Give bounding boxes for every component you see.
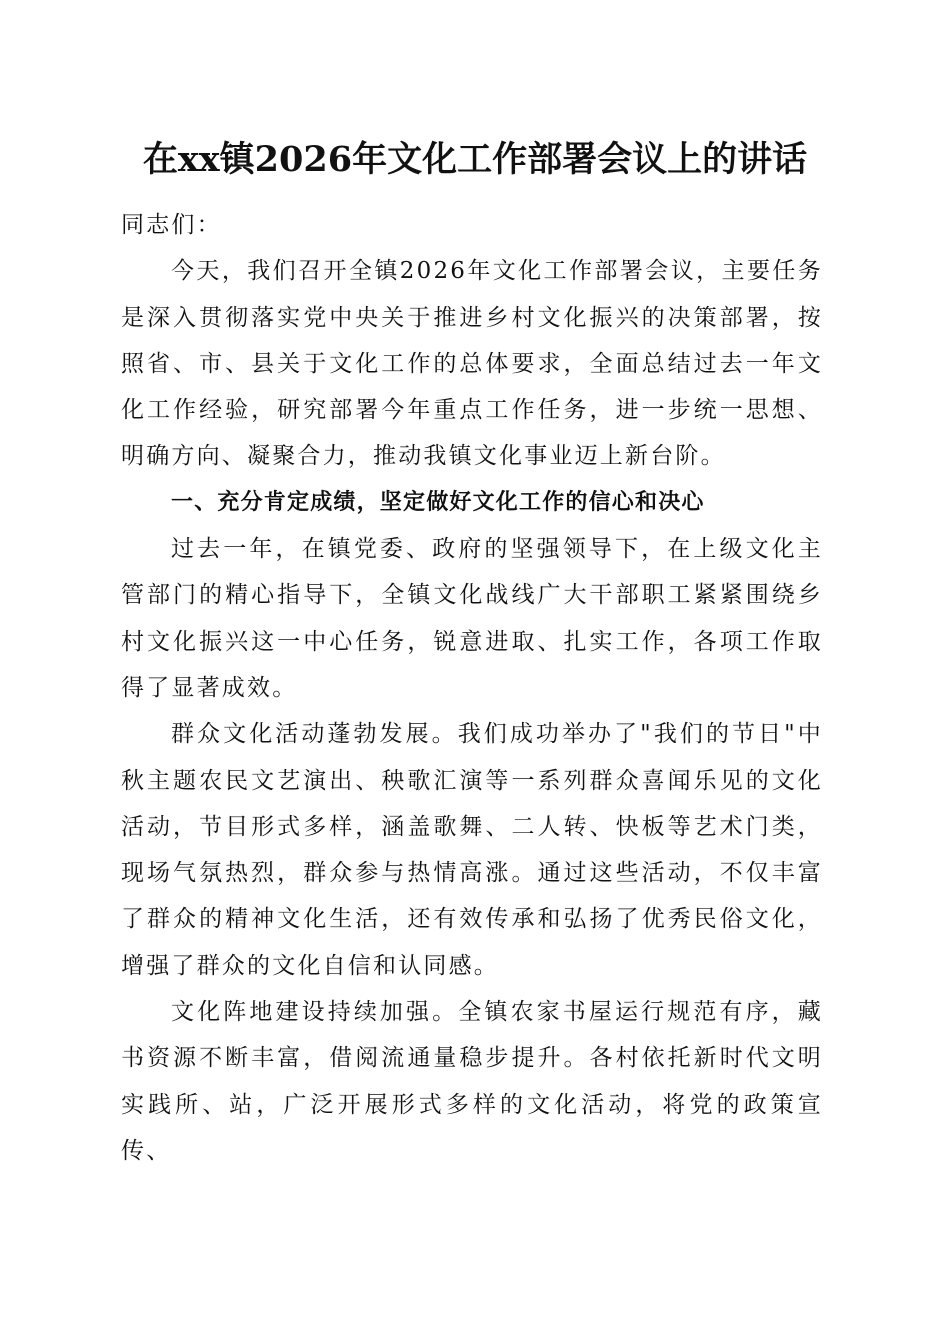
intro-paragraph: 今天，我们召开全镇2026年文化工作部署会议，主要任务是深入贯彻落实党中央关于推进乡村文化振兴的决策部署，按照省、市、县关于文化工作的总体要求，全面总结过去一年文化工作经验，研究部署今年重点工作任务，进一步统一思想、明确方向、凝聚合力，推动我镇文化事业迈上新台阶。: [121, 258, 823, 470]
document-title: 在xx镇2026年文化工作部署会议上的讲话: [142, 139, 808, 180]
section1-paragraph-3: 文化阵地建设持续加强。全镇农家书屋运行规范有序，藏书资源不断丰富，借阅流通量稳步提升。各村依托新时代文明实践所、站，广泛开展形式多样的文化活动，将党的政策宣传、: [121, 999, 823, 1164]
section1-paragraph-1: 过去一年，在镇党委、政府的坚强领导下，在上级文化主管部门的精心指导下，全镇文化战线广大干部职工紧紧围绕乡村文化振兴这一中心任务，锐意进取、扎实工作，各项工作取得了显著成效。: [121, 536, 823, 701]
document-body: [121, 202, 823, 1174]
section1-paragraph-2: 群众文化活动蓬勃发展。我们成功举办了"我们的节日"中秋主题农民文艺演出、秧歌汇演等一系列群众喜闻乐见的文化活动，节目形式多样，涵盖歌舞、二人转、快板等艺术门类，现场气氛热烈，群众参与热情高涨。通过这些活动，不仅丰富了群众的精神文化生活，还有效传承和弘扬了优秀民俗文化，增强了群众的文化自信和认同感。: [121, 721, 823, 979]
section-heading-1: 一、充分肯定成绩，坚定做好文化工作的信心和决心: [171, 489, 705, 515]
salutation: 同志们：: [121, 212, 222, 238]
